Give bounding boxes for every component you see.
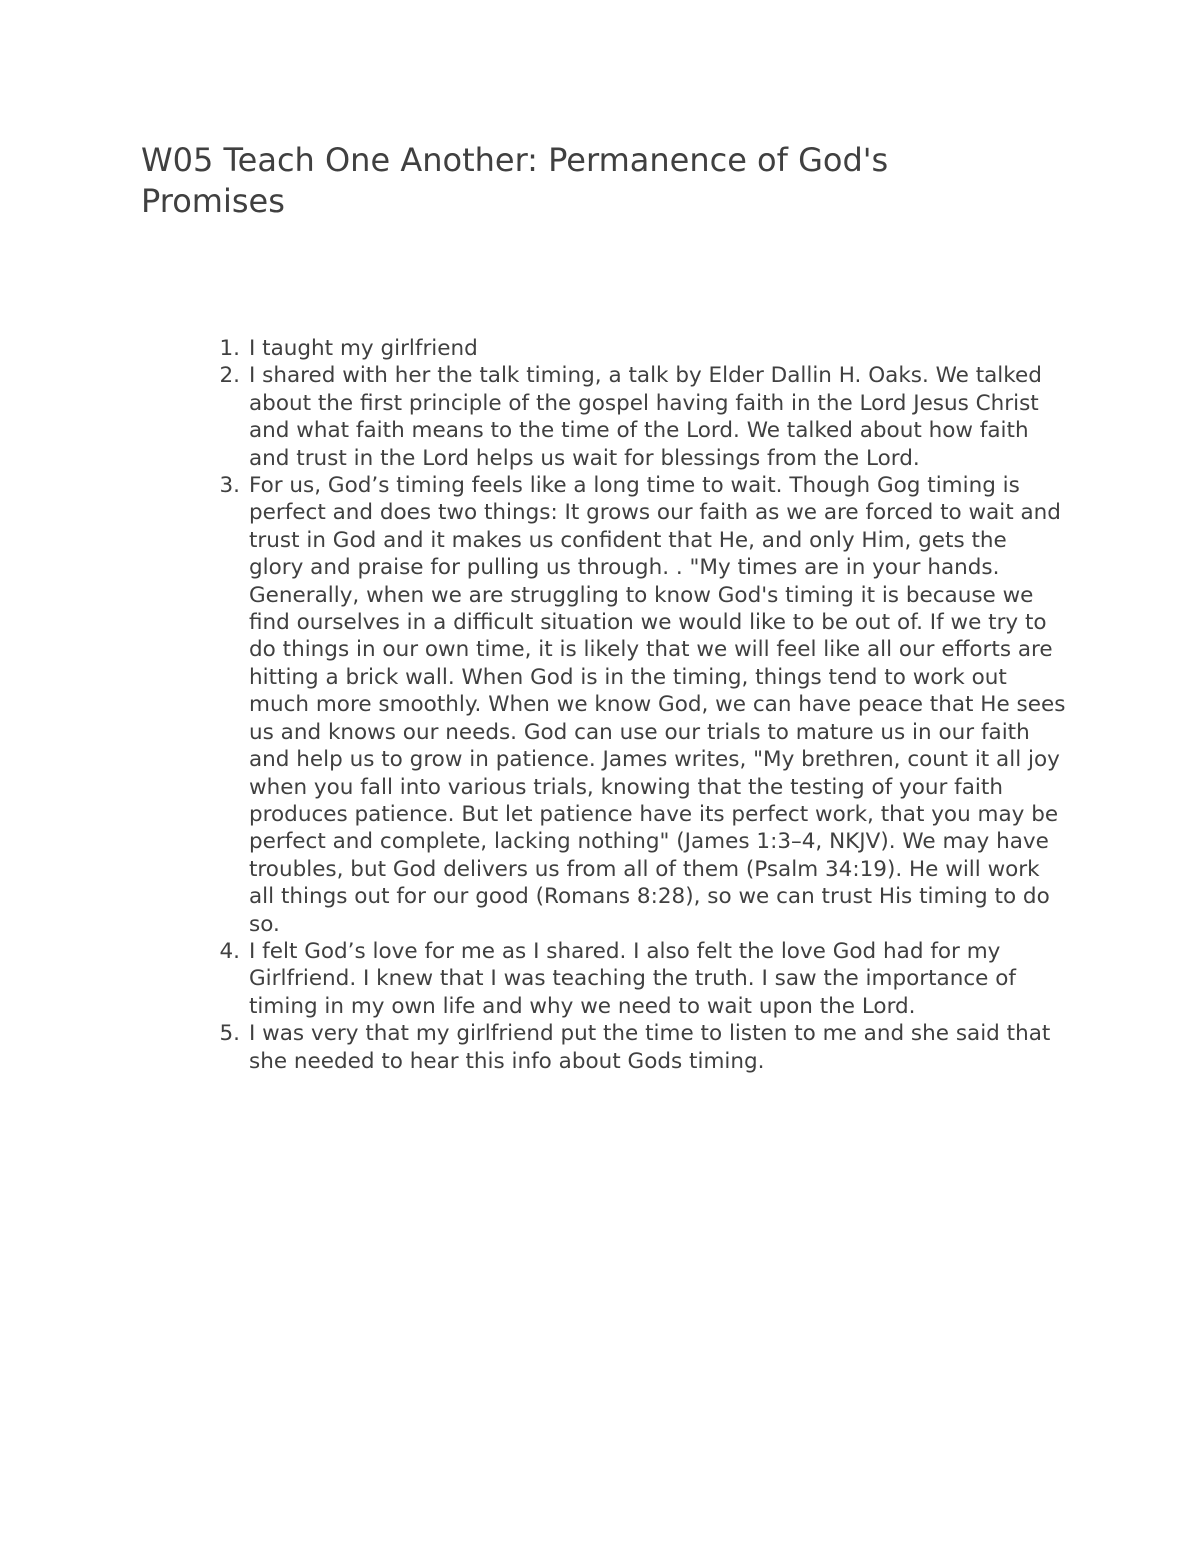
answer-list bbox=[206, 335, 1066, 1075]
list-item-number: 5. bbox=[219, 1021, 240, 1047]
list-item-text: I was very that my girlfriend put the time to listen to me and she said that she needed to hear this info about Gods timing. bbox=[249, 1021, 1051, 1074]
list-item-text: I taught my girlfriend bbox=[249, 336, 478, 361]
list-item-text: I felt God’s love for me as I shared. I also felt the love God had for my Girlfriend. I knew that I was teaching the truth. I saw the importance of timing in my own life and why we need to wait upon the Lord. bbox=[249, 938, 1016, 1019]
list-item bbox=[206, 335, 1066, 362]
list-item bbox=[206, 362, 1066, 472]
list-item-text: For us, God’s timing feels like a long time to wait. Though Gog timing is perfect and does two things: It grows our faith as we are forced to wait and trust in God and it makes us confident that He, and only Him, gets the glory and praise for pulling us through. . "My times are in your hands. Generally, when we are struggling to know God's timing it is because we find ourselves in a difficult situation we would like to be out of. If we try to do things in our own time, it is likely that we will feel like all our efforts are hitting a brick wall. When God is in the timing, things tend to work out much more smoothly. When we know God, we can have peace that He sees us and knows our needs. God can use our trials to mature us in our faith and help us to grow in patience. James writes, "My brethren, count it all joy when you fall into various trials, knowing that the testing of your faith produces patience. But let patience have its perfect work, that you may be perfect and complete, lacking nothing" (James 1:3–4, NKJV). We may have troubles, but God delivers us from all of them (Psalm 34:19). He will work all things out for our good (Romans 8:28), so we can trust His timing to do so. bbox=[249, 473, 1066, 937]
list-item-text: I shared with her the talk timing, a talk by Elder Dallin H. Oaks. We talked about the first principle of the gospel having faith in the Lord Jesus Christ and what faith means to the time of the Lord. We talked about how faith and trust in the Lord helps us wait for blessings from the Lord. bbox=[249, 363, 1042, 471]
list-item-number: 3. bbox=[219, 473, 240, 499]
list-item-number: 4. bbox=[219, 938, 240, 964]
list-item bbox=[206, 1020, 1066, 1075]
list-item-number: 2. bbox=[219, 363, 240, 389]
list-item bbox=[206, 472, 1066, 938]
list-item bbox=[206, 938, 1066, 1020]
list-item-number: 1. bbox=[219, 336, 240, 361]
document-title: W05 Teach One Another: Permanence of God's Promises bbox=[141, 141, 889, 220]
